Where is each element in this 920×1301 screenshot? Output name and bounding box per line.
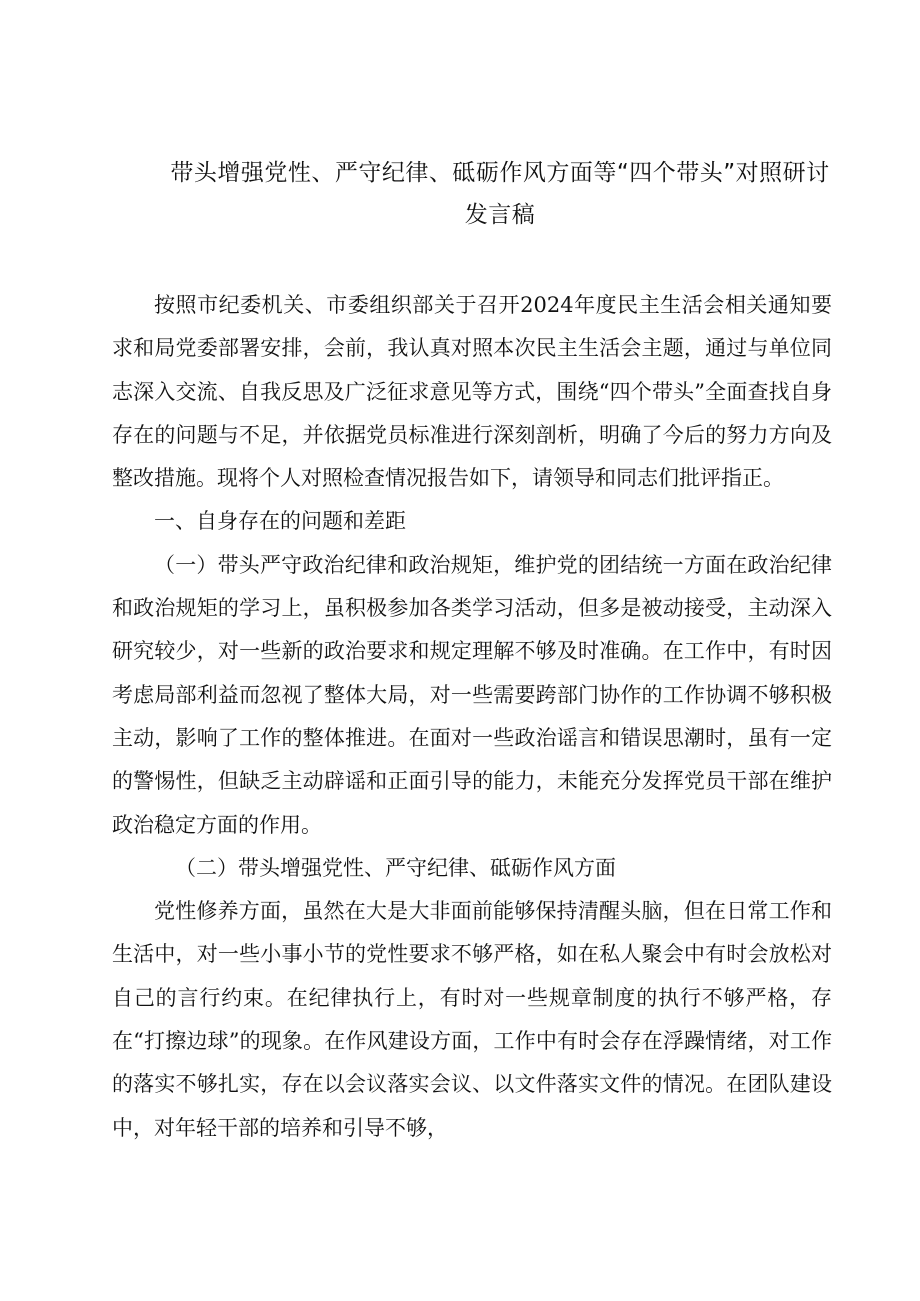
subsection-1-text: 在政治纪律和政治规矩的学习上，虽积极参加各类学习活动，但多是被动接受，主动深入研究较少，对一些新的政治要求和规定理解不够及时准确。在工作中，有时因考虑局部利益而忽视了整体大局，对一些需要跨部门协作的工作协调不够积极主动，影响了工作的整体推进。在面对一些政治谣言和错误思潮时，虽有一定的警惕性，但缺乏主动辟谣和正面引导的能力，未能充分发挥党员干部在维护政治稳定方面的作用。	[112, 552, 833, 837]
title-line-2: 发言稿	[464, 202, 536, 228]
section-heading-1: 一、自身存在的问题和差距	[154, 509, 406, 534]
subsection-1-paragraph	[112, 544, 832, 847]
title-line-1: 带头增强党性、严守纪律、砥砺作风方面等“四个带头”对照研讨	[170, 160, 830, 186]
document-body	[112, 284, 832, 1150]
subsection-heading-1: （一）带头严守政治纪律和政治规矩，维护党的团结统一方面	[154, 552, 727, 577]
intro-paragraph: 按照市纪委机关、市委组织部关于召开2024年度民主生活会相关通知要求和局党委部署安排，会前，我认真对照本次民主生活会主题，通过与单位同志深入交流、自我反思及广泛征求意见等方式，围绕“四个带头”全面查找自身存在的问题与不足，并依据党员标准进行深刻剖析，明确了今后的努力方向及整改措施。现将个人对照检查情况报告如下，请领导和同志们批评指正。	[112, 293, 832, 491]
document-title	[150, 152, 850, 236]
subsection-heading-2: （二）带头增强党性、严守纪律、砥砺作风方面	[175, 855, 616, 880]
subsection-2-paragraph: 党性修养方面，虽然在大是大非面前能够保持清醒头脑，但在日常工作和生活中，对一些小事小节的党性要求不够严格，如在私人聚会中有时会放松对自己的言行约束。在纪律执行上，有时对一些规章制度的执行不够严格，存在“打擦边球”的现象。在作风建设方面，工作中有时会存在浮躁情绪，对工作的落实不够扎实，存在以会议落实会议、以文件落实文件的情况。在团队建设中，对年轻干部的培养和引导不够，	[112, 899, 832, 1140]
